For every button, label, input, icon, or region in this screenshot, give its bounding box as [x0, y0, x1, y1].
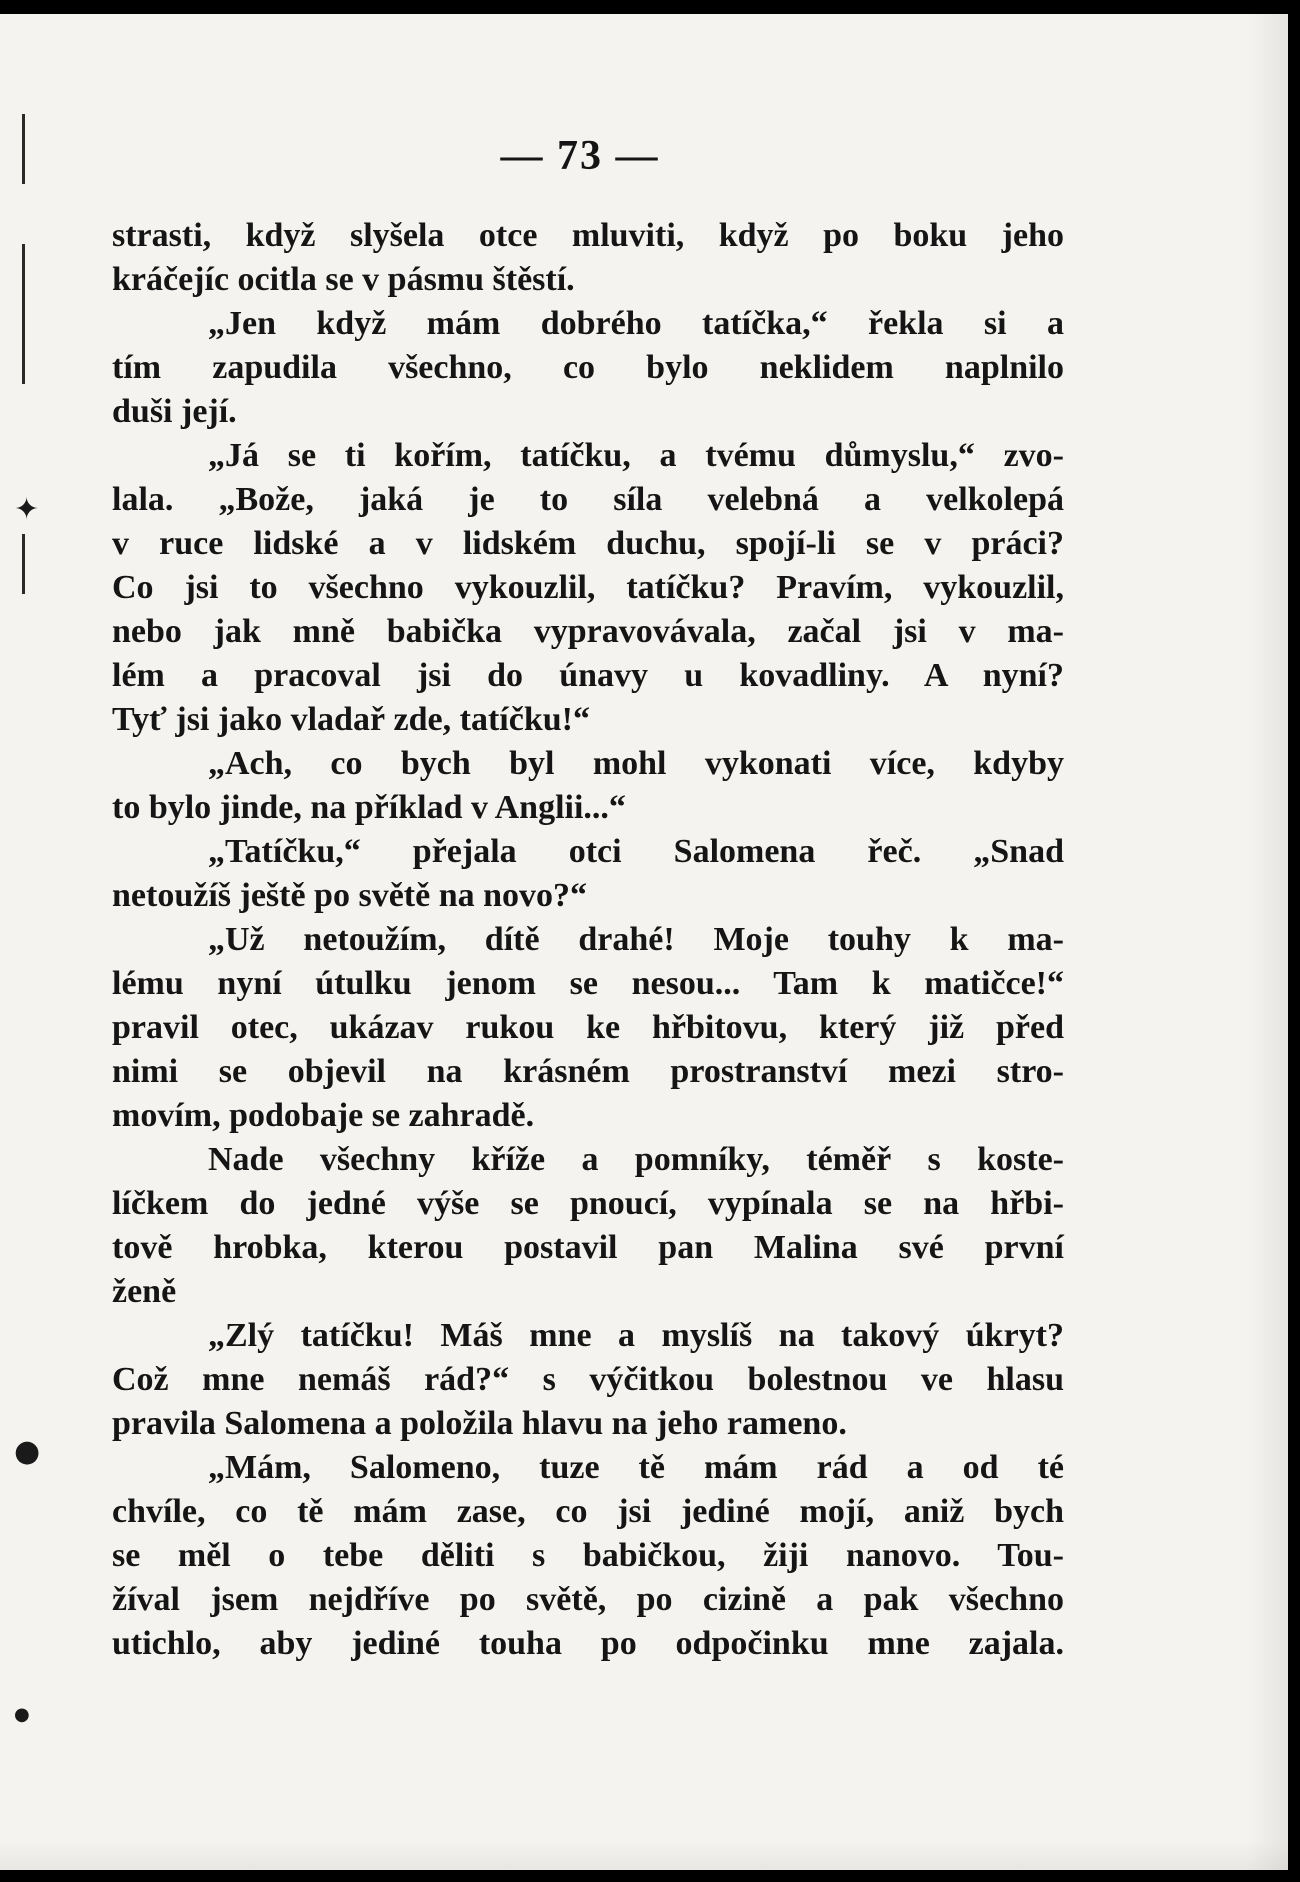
- text-line: lému nyní útulku jenom se nesou... Tam k matičce!“: [112, 965, 1064, 1002]
- text-line: Nade všechny kříže a pomníky, téměř s koste-: [208, 1141, 1064, 1178]
- text-line: nimi se objevil na krásném prostranství mezi stro-: [112, 1053, 1064, 1090]
- text-line: pravil otec, ukázav rukou ke hřbitovu, který již před: [112, 1009, 1064, 1046]
- text-line: tově hrobka, kterou postavil pan Malina své první: [112, 1229, 1064, 1266]
- text-line: „Ach, co bych byl mohl vykonati více, kdyby: [208, 745, 1064, 782]
- text-line: kráčejíc ocitla se v pásmu štěstí.: [112, 261, 575, 298]
- page-edge-shadow: [1248, 14, 1288, 1870]
- text-line: ženě: [112, 1273, 177, 1310]
- text-line: duši její.: [112, 393, 237, 430]
- text-line: Tyť jsi jako vladař zde, tatíčku!“: [112, 701, 590, 738]
- text-line: to bylo jinde, na příklad v Anglii...“: [112, 789, 626, 826]
- margin-binding-line: [22, 534, 25, 594]
- text-line: líčkem do jedné výše se pnoucí, vypínala se na hřbi-: [112, 1185, 1064, 1222]
- text-line: žíval jsem nejdříve po světě, po cizině a pak všechno: [112, 1581, 1064, 1618]
- body-text: [112, 214, 1064, 1666]
- text-line: v ruce lidské a v lidském duchu, spojí-li se v práci?: [112, 525, 1064, 562]
- margin-cross-mark-icon: ✦: [14, 492, 40, 527]
- text-line: movím, podobaje se zahradě.: [112, 1097, 535, 1134]
- text-line: „Jen když mám dobrého tatíčka,“ řekla si a: [208, 305, 1064, 342]
- page-number: — 73 —: [500, 133, 660, 179]
- text-line: „Tatíčku,“ přejala otci Salomena řeč. „Snad: [208, 833, 1064, 870]
- text-line: lém a pracoval jsi do únavy u kovadliny. A nyní?: [112, 657, 1064, 694]
- text-line: Což mne nemáš rád?“ s výčitkou bolestnou ve hlasu: [112, 1361, 1064, 1398]
- text-line: pravila Salomena a položila hlavu na jeho rameno.: [112, 1405, 847, 1442]
- text-line: „Mám, Salomeno, tuze tě mám rád a od té: [208, 1449, 1064, 1486]
- text-line: Co jsi to všechno vykouzlil, tatíčku? Pravím, vykouzlil,: [112, 569, 1064, 606]
- text-line: utichlo, aby jediné touha po odpočinku mne zajala.: [112, 1625, 1064, 1662]
- margin-binding-line: [22, 244, 25, 384]
- text-line: „Zlý tatíčku! Máš mne a myslíš na takový úkryt?: [208, 1317, 1064, 1354]
- margin-dot-mark-icon: ●: [14, 1704, 30, 1725]
- text-line: „Už netoužím, dítě drahé! Moje touhy k ma-: [208, 921, 1064, 958]
- text-line: tím zapudila všechno, co bylo neklidem naplnilo: [112, 349, 1064, 386]
- text-line: se měl o tebe děliti s babičkou, žiji nanovo. Tou-: [112, 1537, 1064, 1574]
- text-line: nebo jak mně babička vypravovávala, začal jsi v ma-: [112, 613, 1064, 650]
- page-bottom-shadow: [0, 1840, 1288, 1870]
- text-line: strasti, když slyšela otce mluviti, když po boku jeho: [112, 217, 1064, 254]
- text-line: chvíle, co tě mám zase, co jsi jediné mojí, aniž bych: [112, 1493, 1064, 1530]
- text-line: „Já se ti kořím, tatíčku, a tvému důmyslu,“ zvo-: [208, 437, 1064, 474]
- text-line: lala. „Bože, jaká je to síla velebná a velkolepá: [112, 481, 1064, 518]
- book-page: [0, 14, 1288, 1870]
- margin-dot-mark-icon: ●: [14, 1434, 41, 1469]
- text-line: netoužíš ještě po světě na novo?“: [112, 877, 588, 914]
